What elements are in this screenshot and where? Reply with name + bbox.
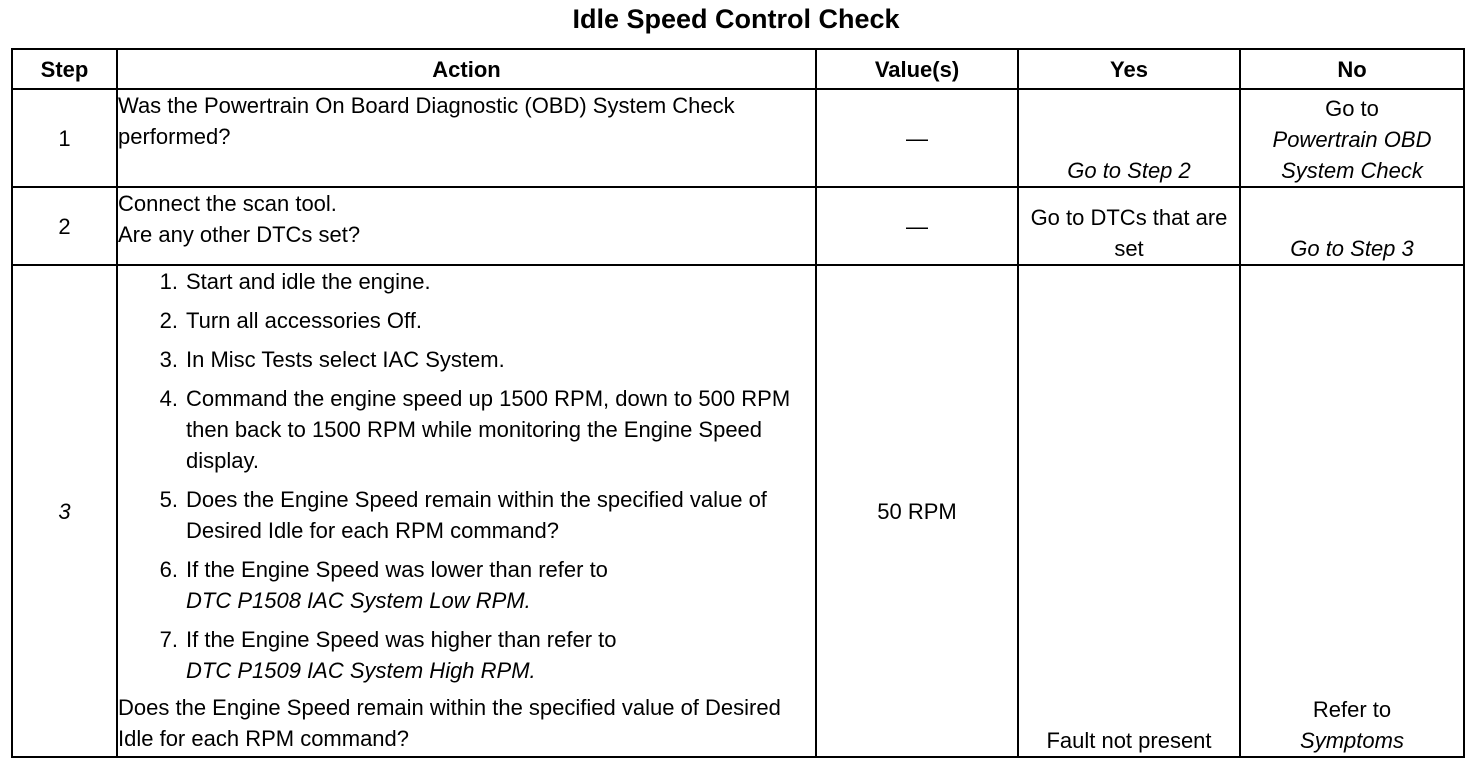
list-item bbox=[146, 266, 815, 297]
page-title: Idle Speed Control Check bbox=[572, 4, 900, 34]
item-number: 6. bbox=[159, 557, 178, 582]
yes-link-step-2[interactable]: Go to Step 2 bbox=[1018, 89, 1240, 187]
list-item bbox=[146, 624, 815, 686]
value-cell: — bbox=[816, 187, 1018, 265]
no-link-symptoms[interactable]: Symptoms bbox=[1300, 728, 1404, 753]
no-text: Refer to bbox=[1312, 697, 1392, 722]
table-row bbox=[12, 187, 1464, 265]
table-row bbox=[12, 89, 1464, 187]
action-instruction: Connect the scan tool. bbox=[118, 191, 337, 216]
item-number: 4. bbox=[159, 386, 178, 411]
item-number: 5. bbox=[159, 487, 178, 512]
value-cell: — bbox=[816, 89, 1018, 187]
item-text: Start and idle the engine. bbox=[186, 269, 431, 294]
dtc-p1508-link[interactable]: DTC P1508 IAC System Low RPM. bbox=[186, 588, 531, 613]
no-cell bbox=[1240, 265, 1464, 757]
action-question: Are any other DTCs set? bbox=[118, 222, 361, 247]
dtc-p1509-link[interactable]: DTC P1509 IAC System High RPM. bbox=[186, 658, 536, 683]
header-action: Action bbox=[117, 49, 816, 89]
item-number: 1. bbox=[159, 269, 178, 294]
action-question: Does the Engine Speed remain within the specified value of Desired Idle for each RPM command? bbox=[118, 695, 781, 751]
item-text: If the Engine Speed was higher than refer to bbox=[186, 627, 617, 652]
action-cell bbox=[117, 187, 816, 265]
no-link-obd-check[interactable]: Powertrain OBD System Check bbox=[1272, 127, 1432, 183]
header-no: No bbox=[1240, 49, 1464, 89]
item-number: 7. bbox=[159, 627, 178, 652]
item-text: Command the engine speed up 1500 RPM, down to 500 RPM then back to 1500 RPM while monitoring the Engine Speed display. bbox=[186, 386, 791, 473]
list-item bbox=[146, 344, 815, 375]
yes-text: Fault not present bbox=[1018, 265, 1240, 757]
no-link-step-3[interactable]: Go to Step 3 bbox=[1240, 187, 1464, 265]
header-step: Step bbox=[12, 49, 117, 89]
item-number: 3. bbox=[159, 347, 178, 372]
no-text: Go to bbox=[1325, 96, 1379, 121]
item-text: Does the Engine Speed remain within the specified value of Desired Idle for each RPM command? bbox=[186, 487, 767, 543]
step-number: 2 bbox=[12, 187, 117, 265]
action-cell bbox=[117, 265, 816, 757]
item-text: If the Engine Speed was lower than refer to bbox=[186, 557, 608, 582]
item-number: 2. bbox=[159, 308, 178, 333]
list-item bbox=[146, 383, 815, 476]
list-item bbox=[146, 484, 815, 546]
item-text: In Misc Tests select IAC System. bbox=[186, 347, 505, 372]
list-item bbox=[146, 554, 815, 616]
table-row bbox=[12, 265, 1464, 757]
list-item bbox=[146, 305, 815, 336]
procedure-list bbox=[118, 266, 815, 686]
no-cell bbox=[1240, 89, 1464, 187]
header-values: Value(s) bbox=[816, 49, 1018, 89]
diagnostic-table bbox=[11, 48, 1465, 758]
header-yes: Yes bbox=[1018, 49, 1240, 89]
action-text: Was the Powertrain On Board Diagnostic (OBD) System Check performed? bbox=[117, 89, 816, 187]
yes-text: Go to DTCs that are set bbox=[1018, 187, 1240, 265]
value-cell: 50 RPM bbox=[816, 265, 1018, 757]
table-header-row bbox=[12, 49, 1464, 89]
step-number: 1 bbox=[12, 89, 117, 187]
step-number: 3 bbox=[12, 265, 117, 757]
item-text: Turn all accessories Off. bbox=[186, 308, 422, 333]
